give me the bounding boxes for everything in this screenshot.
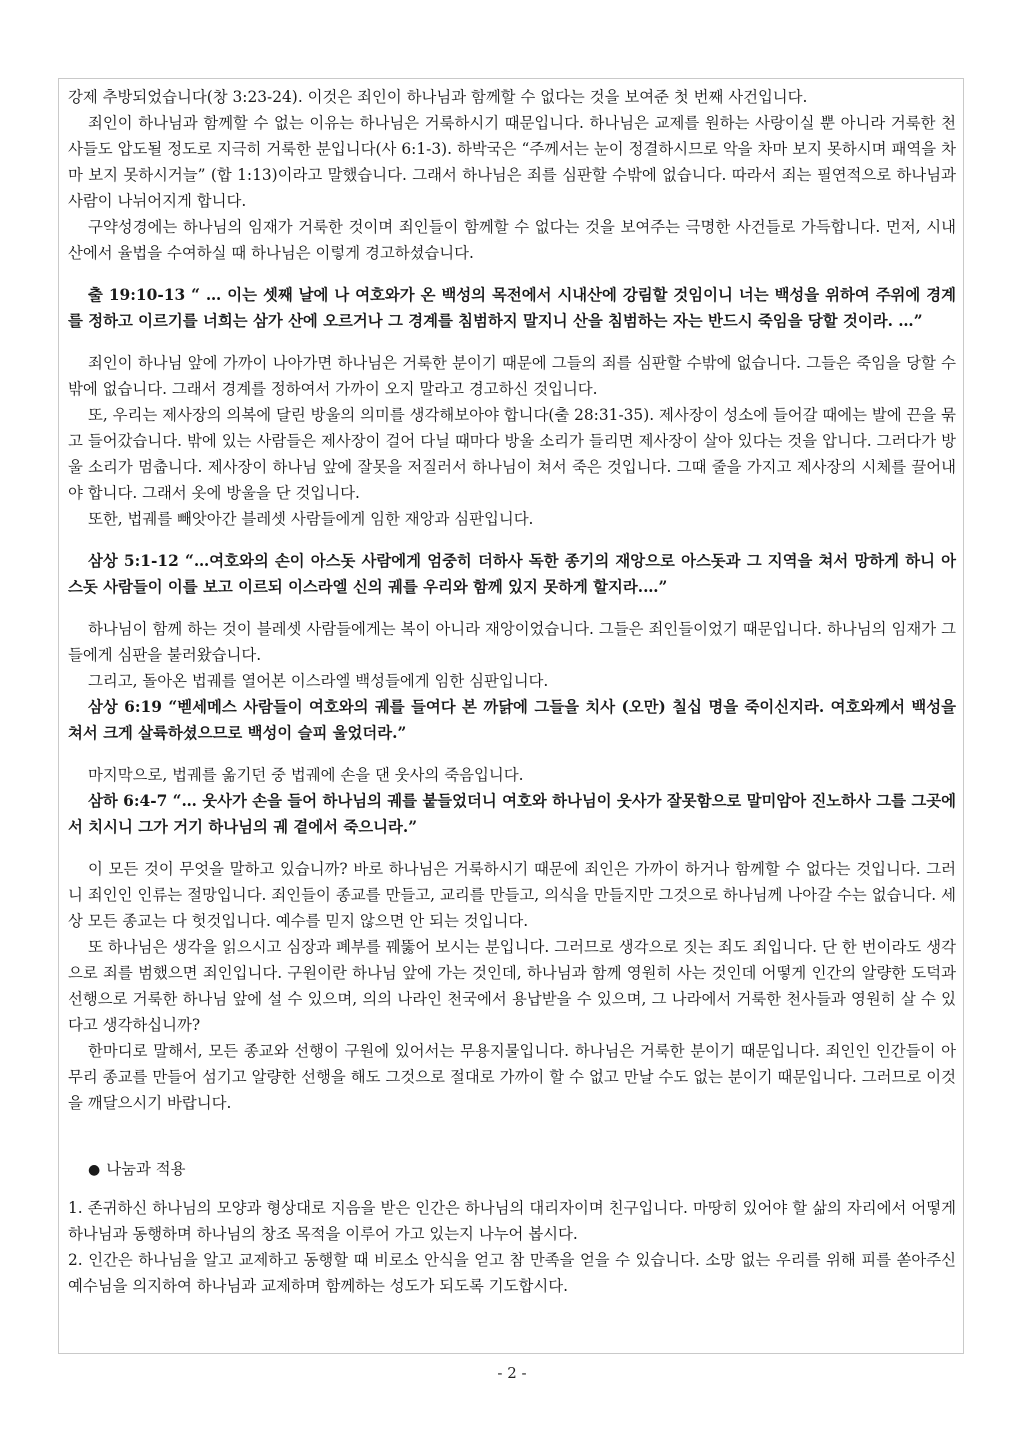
paragraph: 또한, 법궤를 빼앗아간 블레셋 사람들에게 임한 재앙과 심판입니다. [88, 510, 534, 528]
sharing-title-text: 나눔과 적용 [106, 1160, 186, 1178]
paragraph: 또 하나님은 생각을 읽으시고 심장과 폐부를 꿰뚫어 보시는 분입니다. 그러므로 생각으로 짓는 죄도 죄입니다. 단 한 번이라도 생각으로 죄를 범했으면 죄인입니다. 구원이란 하나님 앞에 가는 것인데, 하나님과 함께 영원히 사는 것인데 어떻게 인간의 알량한 도덕과 선행으로 거룩한 하나님 앞에 설 수 있으며, 의의 나라인 천국에서 용납받을 수 있으며, 그 나라에서 거룩한 천사들과 영원히 살 수 있다고 생각하십니까? [68, 938, 956, 1034]
paragraph: 한마디로 말해서, 모든 종교와 선행이 구원에 있어서는 무용지물입니다. 하나님은 거룩한 분이기 때문입니다. 죄인인 인간들이 아무리 종교를 만들어 섬기고 알량한 선행을 해도 그것으로 절대로 가까이 할 수 없고 만날 수도 없는 분이기 때문입니다. 그러므로 이것을 깨달으시기 바랍니다. [68, 1042, 956, 1112]
paragraph: 또, 우리는 제사장의 의복에 달린 방울의 의미를 생각해보아야 합니다(출 28:31-35). 제사장이 성소에 들어갈 때에는 발에 끈을 묶고 들어갔습니다. 밖에 있는 사람들은 제사장이 걸어 다닐 때마다 방울 소리가 들리면 제사장이 살아 있다는 것을 압니다. 그러다가 방울 소리가 멈춥니다. 제사장이 하나님 앞에 잘못을 저질러서 하나님이 쳐서 죽은 것입니다. 그때 줄을 가지고 제사장의 시체를 끌어내야 합니다. 그래서 옷에 방울을 단 것입니다. [68, 406, 956, 502]
paragraph: 죄인이 하나님과 함께할 수 없는 이유는 하나님은 거룩하시기 때문입니다. 하나님은 교제를 원하는 사랑이실 뿐 아니라 거룩한 천사들도 압도될 정도로 지극히 거룩한 분입니다(사 6:1-3). 하박국은 “주께서는 눈이 정결하시므로 악을 차마 보지 못하시며 패역을 차마 보지 못하시거늘” (합 1:13)이라고 말했습니다. 그래서 하나님은 죄를 심판할 수밖에 없습니다. 따라서 죄는 필연적으로 하나님과 사람이 나뉘어지게 합니다. [68, 114, 956, 210]
scripture-quote: 삼하 6:4-7 “… 웃사가 손을 들어 하나님의 궤를 붙들었더니 여호와 하나님이 웃사가 잘못함으로 말미암아 진노하사 그를 그곳에서 치시니 그가 거기 하나님의 궤 곁에서 죽으니라.” [68, 792, 956, 836]
paragraph: 마지막으로, 법궤를 옮기던 중 법궤에 손을 댄 웃사의 죽음입니다. [88, 766, 524, 784]
scripture-quote: 삼상 5:1-12 “…여호와의 손이 아스돗 사람에게 엄중히 더하사 독한 종기의 재앙으로 아스돗과 그 지역을 쳐서 망하게 하니 아스돗 사람들이 이를 보고 이르되 이스라엘 신의 궤를 우리와 함께 있지 못하게 할지라.…” [68, 552, 956, 596]
scripture-quote: 출 19:10-13 “ … 이는 셋째 날에 나 여호와가 온 백성의 목전에서 시내산에 강림할 것임이니 너는 백성을 위하여 주위에 경계를 정하고 이르기를 너희는 삼가 산에 오르거나 그 경계를 침범하지 말지니 산을 침범하는 자는 반드시 죽임을 당할 것이라. …” [68, 286, 956, 330]
sharing-item: 1. 존귀하신 하나님의 모양과 형상대로 지음을 받은 인간은 하나님의 대리자이며 친구입니다. 마땅히 있어야 할 삶의 자리에서 어떻게 하나님과 동행하며 하나님의 창조 목적을 이루어 가고 있는지 나누어 봅시다. [68, 1199, 956, 1243]
paragraph: 강제 추방되었습니다(창 3:23-24). 이것은 죄인이 하나님과 함께할 수 없다는 것을 보여준 첫 번째 사건입니다. [68, 88, 808, 106]
paragraph: 구약성경에는 하나님의 임재가 거룩한 것이며 죄인들이 함께할 수 없다는 것을 보여주는 극명한 사건들로 가득합니다. 먼저, 시내산에서 율법을 수여하실 때 하나님은 이렇게 경고하셨습니다. [68, 218, 956, 262]
scripture-quote: 삼상 6:19 “벧세메스 사람들이 여호와의 궤를 들여다 본 까닭에 그들을 치사 (오만) 칠십 명을 죽이신지라. 여호와께서 백성을 쳐서 크게 살륙하셨으므로 백성이 슬피 울었더라.” [68, 698, 956, 742]
page-number: - 2 - [497, 1364, 527, 1382]
paragraph: 죄인이 하나님 앞에 가까이 나아가면 하나님은 거룩한 분이기 때문에 그들의 죄를 심판할 수밖에 없습니다. 그들은 죽임을 당할 수밖에 없습니다. 그래서 경계를 정하여서 가까이 오지 말라고 경고하신 것입니다. [68, 354, 956, 398]
document-body [68, 84, 956, 1299]
sharing-section-title [68, 1156, 956, 1183]
paragraph: 그리고, 돌아온 법궤를 열어본 이스라엘 백성들에게 임한 심판입니다. [88, 672, 549, 690]
paragraph: 이 모든 것이 무엇을 말하고 있습니까? 바로 하나님은 거룩하시기 때문에 죄인은 가까이 하거나 함께할 수 없다는 것입니다. 그러니 죄인인 인류는 절망입니다. 죄인들이 종교를 만들고, 교리를 만들고, 의식을 만들지만 그것으로 하나님께 나아갈 수는 없습니다. 세상 모든 종교는 다 헛것입니다. 예수를 믿지 않으면 안 되는 것입니다. [68, 860, 956, 930]
sharing-item: 2. 인간은 하나님을 알고 교제하고 동행할 때 비로소 안식을 얻고 참 만족을 얻을 수 있습니다. 소망 없는 우리를 위해 피를 쏟아주신 예수님을 의지하여 하나님과 교제하며 함께하는 성도가 되도록 기도합시다. [68, 1251, 956, 1295]
bullet-icon: ● [88, 1162, 101, 1178]
paragraph: 하나님이 함께 하는 것이 블레셋 사람들에게는 복이 아니라 재앙이었습니다. 그들은 죄인들이었기 때문입니다. 하나님의 임재가 그들에게 심판을 불러왔습니다. [68, 620, 956, 664]
